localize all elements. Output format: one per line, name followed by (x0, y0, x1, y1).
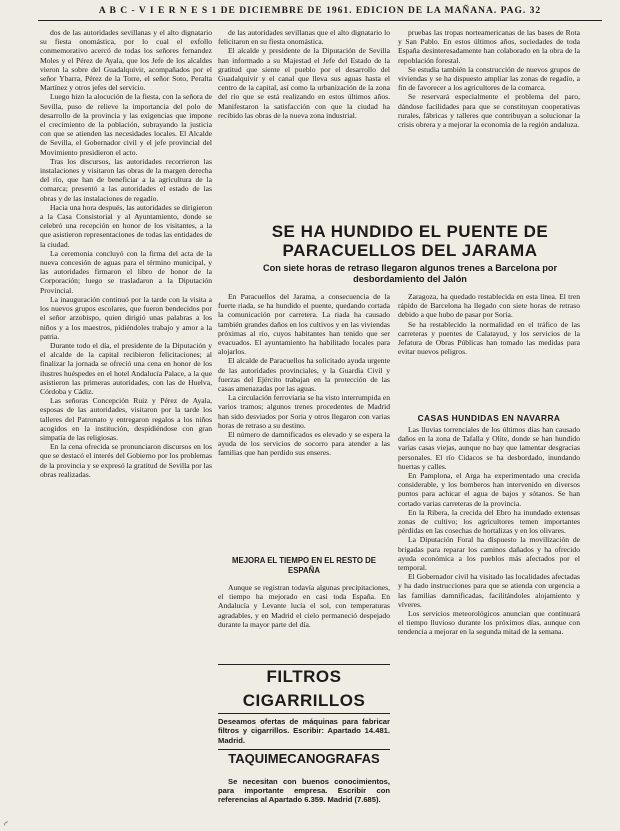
paragraph: En Paracuellos del Jarama, a consecuencia de la fuerte riada, se ha hundido el puente, quedando cortada la comunicación por carretera. La riada ha causado también grandes daños en los cultivos y en las viviendas próximas al río, cuyos habitantes han tenido que ser evacuados. El ayuntamiento ha habilitado locales para alojarlos. (218, 292, 390, 357)
paragraph: Tras los discursos, las autoridades recorrieron las instalaciones y visitaron las obras de la margen derecha del río, que han de beneficiar a la agricultura de la comarca; presentó a las autoridades el estado de las obras y de las instalaciones de regadío. (40, 156, 212, 203)
paragraph: Se necesitan con buenos conocimientos, para importante empresa. Escribir con referencias al Apartado 6.359. Madrid (7.685). (218, 777, 390, 805)
paragraph: El alcalde y presidente de la Diputación de Sevilla han informado a su Majestad el Jefe del Estado de la gratitud que siente el pueblo por el desarrollo del Guadalquivir y el canal que lleva sus aguas hasta el centro de la capital, así como la urbanización de la zona del río que se está realizando en estos últimos años. Manifestaron la satisfacción con que la ciudad ha recibido las obras de la nueva zona industrial. (218, 46, 390, 120)
paragraph: Las lluvias torrenciales de los últimos días han causado daños en la zona de Tafalla y Olite, donde se han hundido varias casas viejas, aunque no hay que lamentar desgracias personales. El río Cidacos se ha desbordado, inundando huertas y calles. (398, 425, 580, 471)
article-body-middle (218, 292, 390, 552)
paragraph: En Pamplona, el Arga ha experimentado una crecida considerable, y los bomberos han intervenido en diversos puntos para achicar el agua de bajos y sótanos. Se han cortado varias carreteras de la provincia. (398, 471, 580, 508)
paragraph: Hacia una hora después, las autoridades se dirigieron a la Casa Consistorial y al Ayuntamiento, donde se celebró una recepción en honor de los visitantes, a la que asistieron representaciones de todas las entidades de la ciudad. (40, 202, 212, 249)
article-headline: SE HA HUNDIDO EL PUENTE DE PARACUELLOS DEL JARAMA (271, 222, 549, 260)
article-navarra-body (398, 425, 580, 825)
page-header: A B C - V I E R N E S 1 DE DICIEMBRE DE 1961. EDICION DE LA MAÑANA. PAG. 32 (98, 6, 542, 16)
paragraph: El número de damnificados es elevado y se espera la ayuda de los servicios de socorro para atender a las familias que han perdido sus enseres. (218, 430, 390, 458)
paragraph: Se reservará especialmente el problema del paro, dándose facilidades para que se constituyan cooperativas rurales, fábricas y talleres que contribuyan a solucionar la crisis obrera y a mejorar la economía de la región andaluza. (398, 92, 580, 130)
paragraph: Aunque se registran todavía algunas precipitaciones, el tiempo ha mejorado en casi toda España. En Andalucía y Levante lucía el sol, con temperaturas agradables, y en Madrid el cielo permaneció despejado durante la mayor parte del día. (218, 583, 390, 629)
ad-text-filtros: Deseamos ofertas de máquinas para fabricar filtros y cigarrillos. Escribir: Apartado 14.481. Madrid. (218, 717, 390, 745)
ad-title-taquimecanografas: TAQUIMECANOGRAFAS (218, 749, 390, 768)
paragraph: Zaragoza, ha quedado restablecida en esta línea. El tren rápido de Barcelona ha llegado con siete horas de retraso debido a que hubo de pasar por Soria. (398, 292, 580, 320)
article-subheadline: Con siete horas de retraso llegaron algunos trenes a Barcelona por desbordamiento del Jalón (262, 263, 558, 284)
ad-text-taquimecanografas (218, 777, 390, 825)
classified-ad (218, 664, 390, 767)
paragraph: Los servicios meteorológicos anuncian que continuará el tiempo lluvioso durante los próximos días, aunque con tendencia a mejorar en la segunda mitad de la semana. (398, 609, 580, 637)
ad-title-filtros: FILTROS CIGARRILLOS (218, 665, 390, 714)
column-middle-top (218, 28, 390, 224)
paragraph: El alcalde de Paracuellos ha solicitado ayuda urgente de las autoridades provinciales, y la Guardia Civil y fuerzas del Ejército trabajan en la protección de las casas amenazadas por las aguas. (218, 356, 390, 394)
paragraph: Se estudia también la construcción de nuevos grupos de viviendas y se ha dispuesto ampliar las zonas de regadío, a fin de favorecer a los agricultores de la comarca. (398, 64, 580, 93)
paragraph: Durante todo el día, el presidente de la Diputación y el alcalde de la capital recibieron felicitaciones; al finalizar la jornada se ofreció una cena en honor de los ilustres huéspedes en el hotel Andalucía Palace, a la que asistieron las primeras autoridades, con las de Huelva, Córdoba y Cádiz. (40, 340, 212, 396)
section-heading-navarra: CASAS HUNDIDAS EN NAVARRA (417, 413, 561, 423)
corner-mark-icon: ◜ (4, 820, 8, 831)
paragraph: El Gobernador civil ha visitado las localidades afectadas y ha dado instrucciones para que se atienda con urgencia a las familias damnificadas, facilitándoles alojamiento y víveres. (398, 572, 580, 609)
paragraph: de las autoridades sevillanas que el alto dignatario lo felicitaron en su fiesta onomástica. (218, 28, 390, 47)
section-heading-weather: MEJORA EL TIEMPO EN EL RESTO DE ESPAÑA (232, 556, 376, 575)
paragraph: En la cena ofrecida se pronunciaron discursos en los que se destacó el interés del Gobierno por los problemas de la provincia y se expresó la gratitud de Sevilla por las obras realizadas. (40, 442, 212, 479)
paragraph: La Diputación Foral ha dispuesto la movilización de brigadas para reparar los caminos dañados y ha ofrecido ayuda económica a los pueblos más afectados por el temporal. (398, 535, 580, 573)
article-body-right (398, 292, 580, 412)
paragraph: En la Ribera, la crecida del Ebro ha inundado extensas zonas de cultivo; los agricultores temen importantes pérdidas en las cosechas de hortalizas y en los olivares. (398, 507, 580, 536)
column-left (40, 28, 212, 828)
paragraph: La inauguración continuó por la tarde con la visita a los nuevos grupos escolares, que fueron bendecidos por el señor arzobispo, quien dirigió unas palabras a los niños y a los maestros, pidiéndoles trabajo y amor a la patria. (40, 294, 212, 341)
paragraph: La ceremonia concluyó con la firma del acta de la nueva concesión de aguas para el término municipal, y las autoridades firmaron el libro de honor de la Corporación; luego se trasladaron a la Diputación Provincial. (40, 248, 212, 295)
column-right-top (398, 28, 580, 224)
article-weather-body (218, 583, 390, 658)
paragraph: La circulación ferroviaria se ha visto interrumpida en varios tramos; algunos trenes procedentes de Madrid han sido desviados por Soria y otros llegaron con varias horas de retraso a su destino. (218, 393, 390, 430)
paragraph: Se ha restablecido la normalidad en el tráfico de las carreteras y puentes de Calatayud, y los servicios de la Jefatura de Obras Públicas han tomado las medidas para evitar nuevos peligros. (398, 319, 580, 357)
paragraph: dos de las autoridades sevillanas y el alto dignatario su fiesta onomástica, por lo cual el exfollo conmemorativo acercó de todas los señores fernandez Moles y el Pérez de Ayala, que los Jefe de los alcaldes vieron la sobre del Guadalquivir, acompañados por el señor Ybarra, Pérez de la Torre, el señor Soto, Peralta Martínez y otros jefes del servicio. (40, 28, 212, 93)
paragraph: pruebas las tropas norteamericanas de las bases de Rota y San Pablo. En estos últimos años, sociedades de toda España desinteresadamente han colaborado en la obra de la repoblación forestal. (398, 28, 580, 65)
header-rule (38, 20, 602, 21)
paragraph: Luego hizo la alocución de la fiesta, con la señora de Sevilla, puso de relieve la importancia del polo de desarrollo de la provincia y las exigencias que impone el crecimiento de la población, subrayando la justicia con que se atienden las necesidades locales. El Alcalde de Sevilla, el Gobernador civil y el jefe provincial del Movimiento presidieron el acto. (40, 92, 212, 157)
paragraph: Las señoras Concepción Ruiz y Pérez de Ayala, esposas de las autoridades, visitaron por la tarde los talleres del Patronato y entregaron regalos a los niños acogidos en la institución, despidiéndose con gran simpatía de las religiosas. (40, 396, 212, 442)
